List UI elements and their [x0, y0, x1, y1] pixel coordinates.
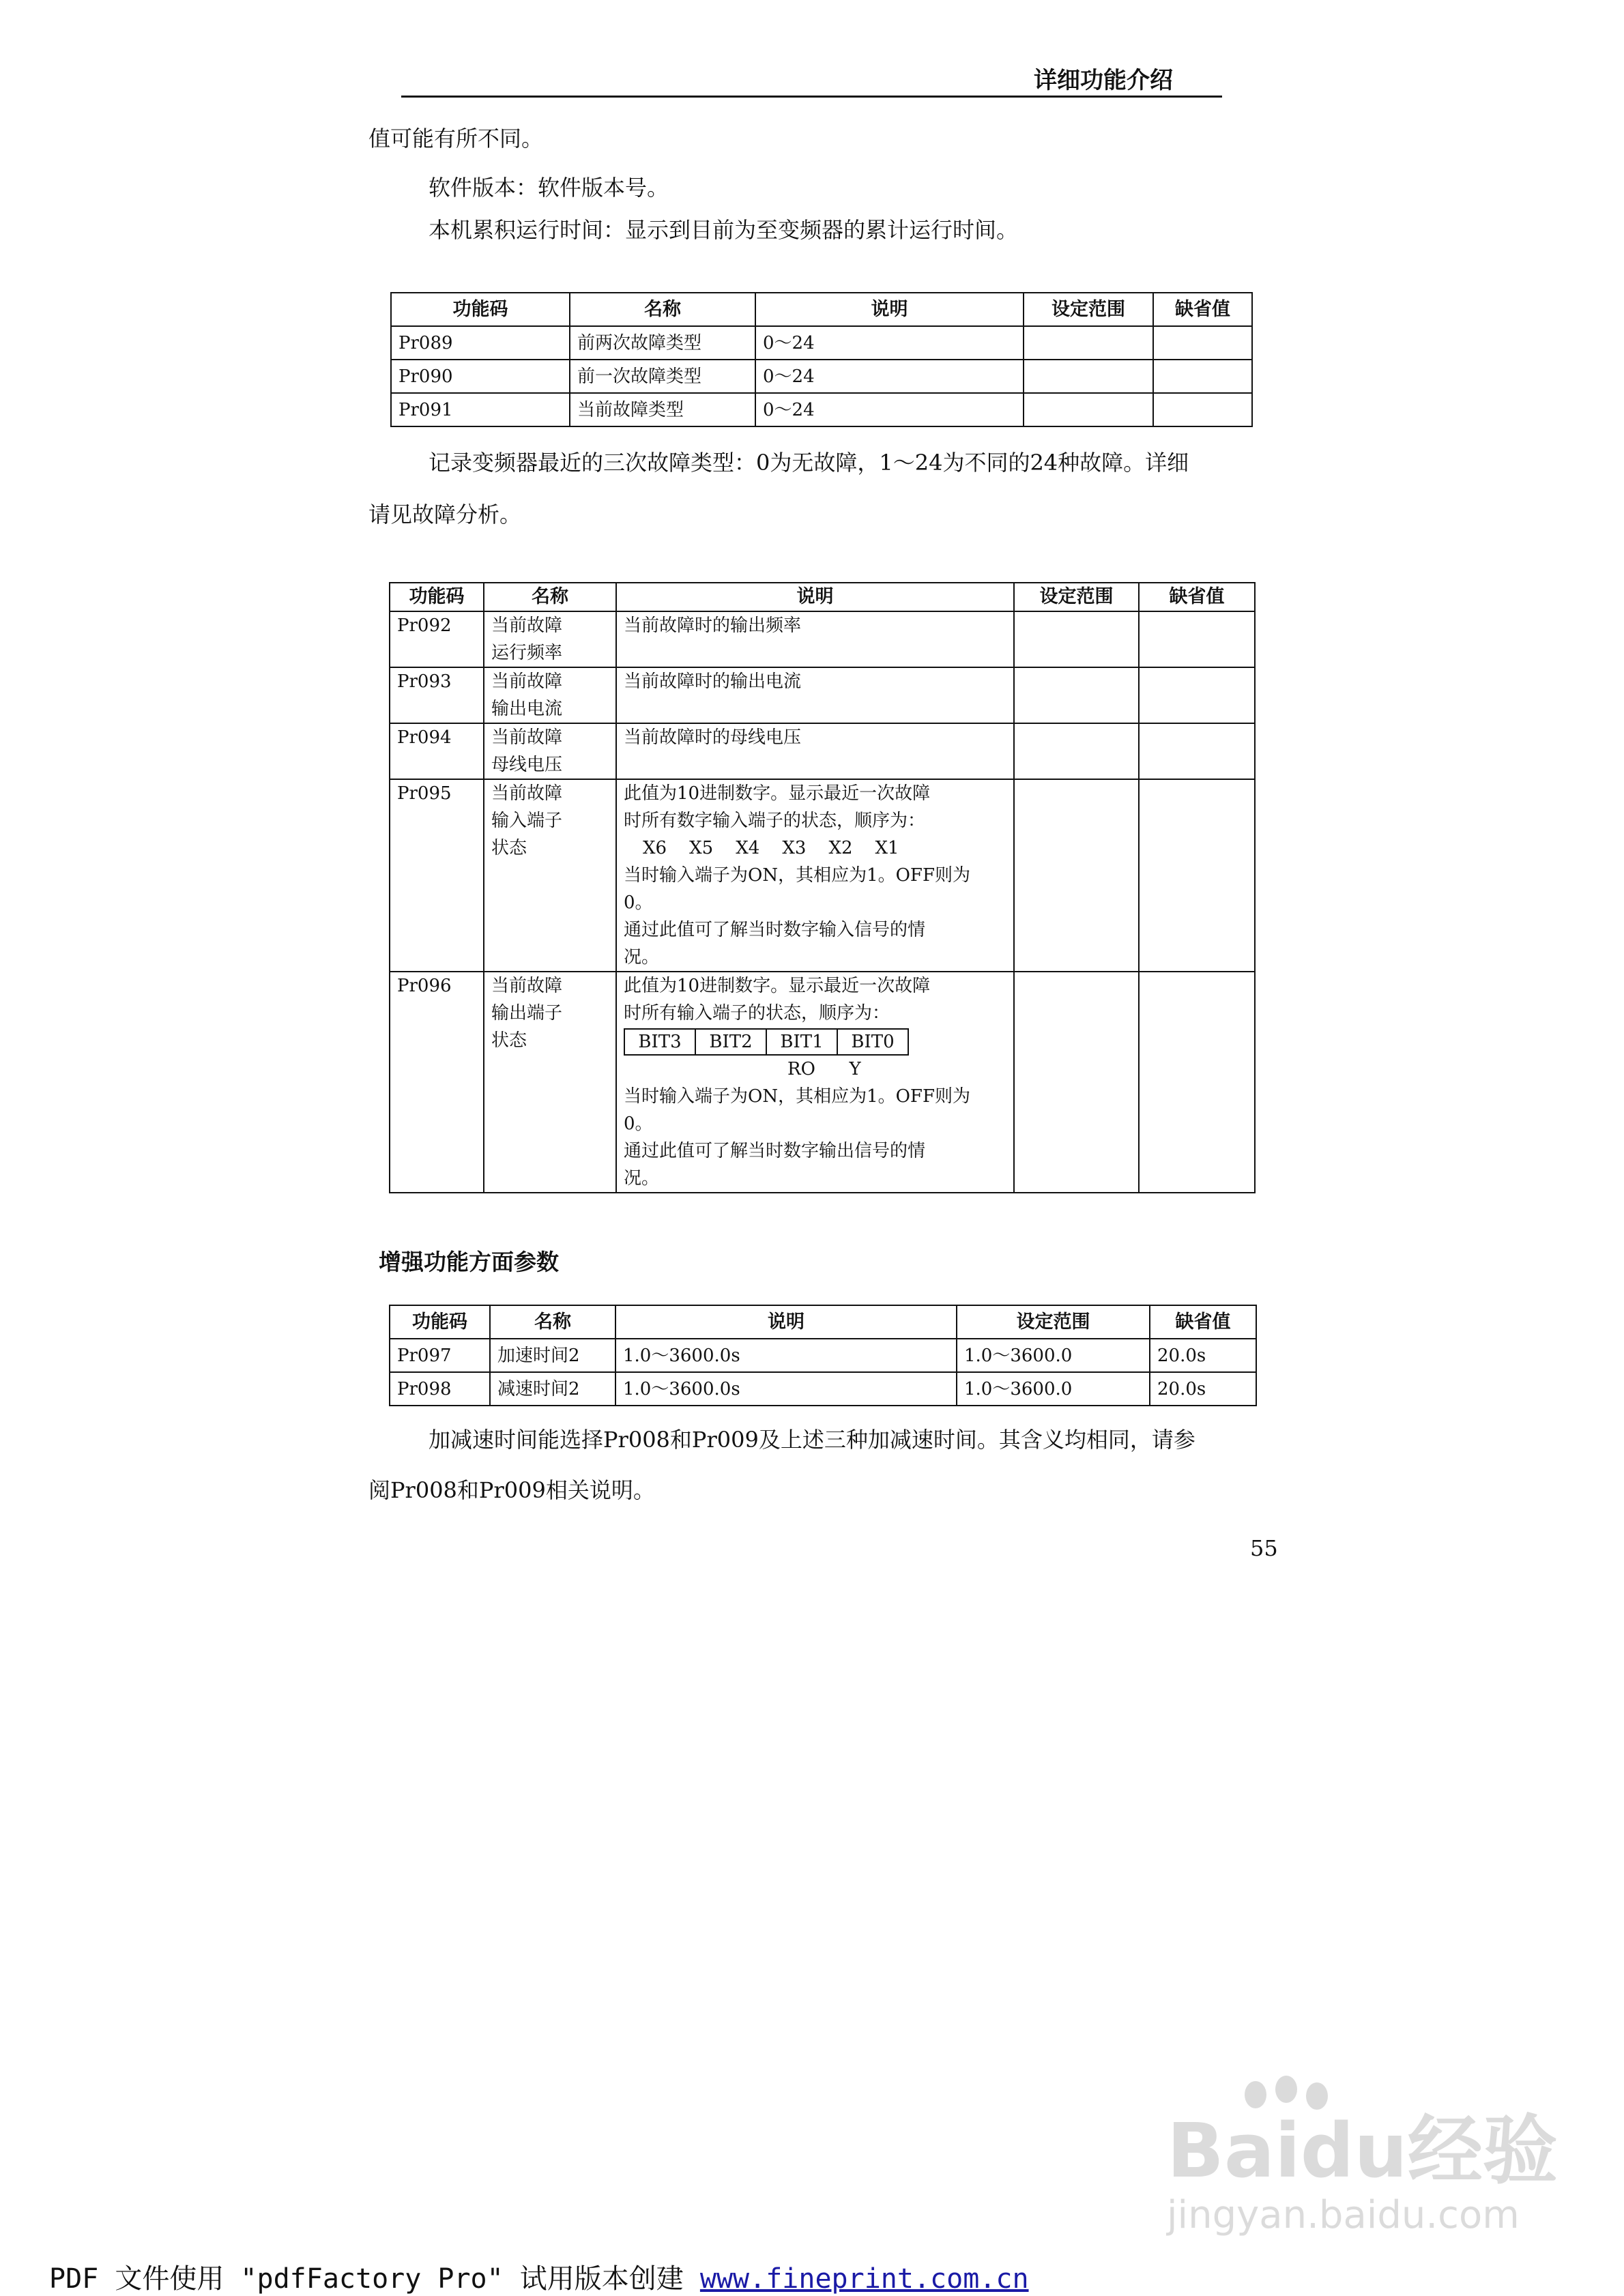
desc-line: 当时输入端子为ON，其相应为1。OFF则为 — [624, 1086, 971, 1107]
footer-text: PDF 文件使用 "pdfFactory Pro" 试用版本创建 — [49, 2263, 700, 2295]
cell-range — [1014, 611, 1139, 667]
cell-range — [1014, 779, 1139, 972]
paragraph-2: 软件版本：软件版本号。 — [429, 175, 669, 201]
name-line: 当前故障 — [491, 727, 563, 748]
cell-range — [1014, 972, 1139, 1193]
table-row — [391, 393, 1252, 426]
desc-line: 当前故障时的输出频率 — [624, 615, 802, 636]
output-bit-box — [624, 1028, 909, 1056]
name-line: 状态 — [491, 838, 527, 858]
cell-range — [1024, 360, 1153, 393]
table-row — [390, 1372, 1256, 1406]
col-header-default: 缺省值 — [1150, 1305, 1256, 1339]
cell-code: Pr098 — [390, 1372, 490, 1406]
col-header-code: 功能码 — [390, 583, 484, 611]
cell-name: 当前故障类型 — [570, 393, 755, 426]
input-terminal-order: X6 X5 X4 X3 X2 X1 — [643, 838, 899, 858]
col-header-code: 功能码 — [390, 1305, 490, 1339]
desc-line: 通过此值可了解当时数字输入信号的情 — [624, 920, 926, 940]
cell-default — [1139, 723, 1255, 779]
name-line: 当前故障 — [491, 671, 563, 692]
cell-name: 前两次故障类型 — [570, 326, 755, 360]
name-line: 输入端子 — [491, 811, 563, 831]
paragraph-5-line-1: 加减速时间能选择Pr008和Pr009及上述三种加减速时间。其含义均相同，请参 — [429, 1427, 1195, 1453]
cell-code: Pr091 — [391, 393, 570, 426]
name-line: 当前故障 — [491, 976, 563, 996]
name-line: 输出端子 — [491, 1003, 563, 1023]
col-header-desc: 说明 — [615, 1305, 957, 1339]
table-row — [390, 972, 1255, 1193]
fault-type-table — [390, 292, 1253, 427]
desc-line: 时所有输入端子的状态，顺序为： — [624, 1003, 890, 1023]
col-header-range: 设定范围 — [957, 1305, 1150, 1339]
desc-line: 况。 — [624, 947, 660, 968]
cell-default — [1153, 326, 1252, 360]
table-row — [390, 667, 1255, 723]
cell-default — [1139, 972, 1255, 1193]
table-header-row — [391, 293, 1252, 326]
pdf-footer — [49, 2257, 1029, 2296]
col-header-code: 功能码 — [391, 293, 570, 326]
col-header-default: 缺省值 — [1153, 293, 1252, 326]
bit-cell: BIT1 — [767, 1030, 838, 1054]
watermark-brand: Baidu经验 — [1167, 2107, 1558, 2194]
name-line: 母线电压 — [491, 755, 563, 775]
cell-name: 加速时间2 — [490, 1339, 615, 1372]
name-line: 当前故障 — [491, 783, 563, 804]
cell-default: 20.0s — [1150, 1339, 1256, 1372]
col-header-name: 名称 — [484, 583, 616, 611]
cell-name: 前一次故障类型 — [570, 360, 755, 393]
desc-line: 时所有数字输入端子的状态，顺序为： — [624, 811, 926, 831]
cell-code: Pr093 — [390, 667, 484, 723]
fault-detail-table — [389, 582, 1256, 1193]
col-header-desc: 说明 — [755, 293, 1024, 326]
paragraph-3: 本机累积运行时间：显示到目前为至变频器的累计运行时间。 — [429, 217, 1019, 243]
table-header-row — [390, 1305, 1256, 1339]
cell-desc: 0～24 — [755, 360, 1024, 393]
desc-line: 通过此值可了解当时数字输出信号的情 — [624, 1141, 926, 1161]
cell-desc — [616, 972, 1014, 1193]
table-row — [391, 360, 1252, 393]
col-header-name: 名称 — [570, 293, 755, 326]
cell-name — [484, 723, 616, 779]
cell-desc — [616, 723, 1014, 779]
cell-default: 20.0s — [1150, 1372, 1256, 1406]
name-line: 输出电流 — [491, 699, 563, 719]
table-row — [390, 779, 1255, 972]
desc-line: 当前故障时的输出电流 — [624, 671, 802, 692]
col-header-name: 名称 — [490, 1305, 615, 1339]
desc-line: 当时输入端子为ON，其相应为1。OFF则为 — [624, 865, 971, 886]
cell-code: Pr097 — [390, 1339, 490, 1372]
cell-range: 1.0～3600.0 — [957, 1372, 1150, 1406]
cell-code: Pr092 — [390, 611, 484, 667]
page-number: 55 — [1250, 1535, 1278, 1561]
table-row — [390, 723, 1255, 779]
cell-default — [1139, 667, 1255, 723]
watermark-url: jingyan.baidu.com — [1167, 2193, 1520, 2237]
cell-name — [484, 611, 616, 667]
cell-code: Pr095 — [390, 779, 484, 972]
cell-default — [1139, 779, 1255, 972]
paragraph-1: 值可能有所不同。 — [368, 126, 544, 151]
accel-decel-table — [389, 1305, 1257, 1406]
col-header-range: 设定范围 — [1014, 583, 1139, 611]
cell-name — [484, 667, 616, 723]
paragraph-5-line-2: 阅Pr008和Pr009相关说明。 — [368, 1477, 655, 1503]
bit-cell: BIT3 — [625, 1030, 696, 1054]
cell-range — [1014, 723, 1139, 779]
desc-line: 此值为10进制数字。显示最近一次故障 — [624, 783, 931, 804]
cell-desc: 1.0～3600.0s — [615, 1339, 957, 1372]
cell-desc: 0～24 — [755, 393, 1024, 426]
cell-code: Pr089 — [391, 326, 570, 360]
table-row — [391, 326, 1252, 360]
paragraph-4-line-2: 请见故障分析。 — [368, 502, 522, 527]
desc-line: 当前故障时的母线电压 — [624, 727, 802, 748]
cell-name: 减速时间2 — [490, 1372, 615, 1406]
cell-code: Pr096 — [390, 972, 484, 1193]
output-bit-labels: RO Y — [787, 1059, 861, 1079]
cell-default — [1153, 393, 1252, 426]
bit-cell: BIT0 — [851, 1032, 895, 1052]
desc-line: 0。 — [624, 892, 653, 913]
name-line: 运行频率 — [491, 643, 563, 663]
cell-default — [1153, 360, 1252, 393]
cell-range — [1024, 326, 1153, 360]
name-line: 当前故障 — [491, 615, 563, 636]
table-row — [390, 1339, 1256, 1372]
desc-line: 此值为10进制数字。显示最近一次故障 — [624, 976, 931, 996]
cell-range — [1014, 667, 1139, 723]
cell-name — [484, 779, 616, 972]
paragraph-4-line-1: 记录变频器最近的三次故障类型：0为无故障，1～24为不同的24种故障。详细 — [429, 450, 1189, 476]
bit-cell: BIT2 — [696, 1030, 767, 1054]
name-line: 状态 — [491, 1030, 527, 1051]
cell-desc: 1.0～3600.0s — [615, 1372, 957, 1406]
table-row — [390, 611, 1255, 667]
page-header-title: 详细功能介绍 — [1034, 67, 1173, 94]
cell-code: Pr094 — [390, 723, 484, 779]
section-title: 增强功能方面参数 — [379, 1249, 559, 1275]
cell-desc — [616, 611, 1014, 667]
col-header-range: 设定范围 — [1024, 293, 1153, 326]
paw-icon — [1245, 2076, 1328, 2110]
cell-code: Pr090 — [391, 360, 570, 393]
col-header-desc: 说明 — [616, 583, 1014, 611]
cell-desc — [616, 779, 1014, 972]
cell-name — [484, 972, 616, 1193]
col-header-default: 缺省值 — [1139, 583, 1255, 611]
cell-range — [1024, 393, 1153, 426]
cell-desc — [616, 667, 1014, 723]
desc-line: 0。 — [624, 1114, 653, 1134]
baidu-watermark-logo — [1153, 2074, 1563, 2245]
cell-desc: 0～24 — [755, 326, 1024, 360]
desc-line: 况。 — [624, 1168, 660, 1189]
cell-range: 1.0～3600.0 — [957, 1339, 1150, 1372]
footer-link[interactable]: www.fineprint.com.cn — [699, 2263, 1029, 2295]
table-header-row — [390, 583, 1255, 611]
cell-default — [1139, 611, 1255, 667]
header-divider — [401, 96, 1222, 98]
